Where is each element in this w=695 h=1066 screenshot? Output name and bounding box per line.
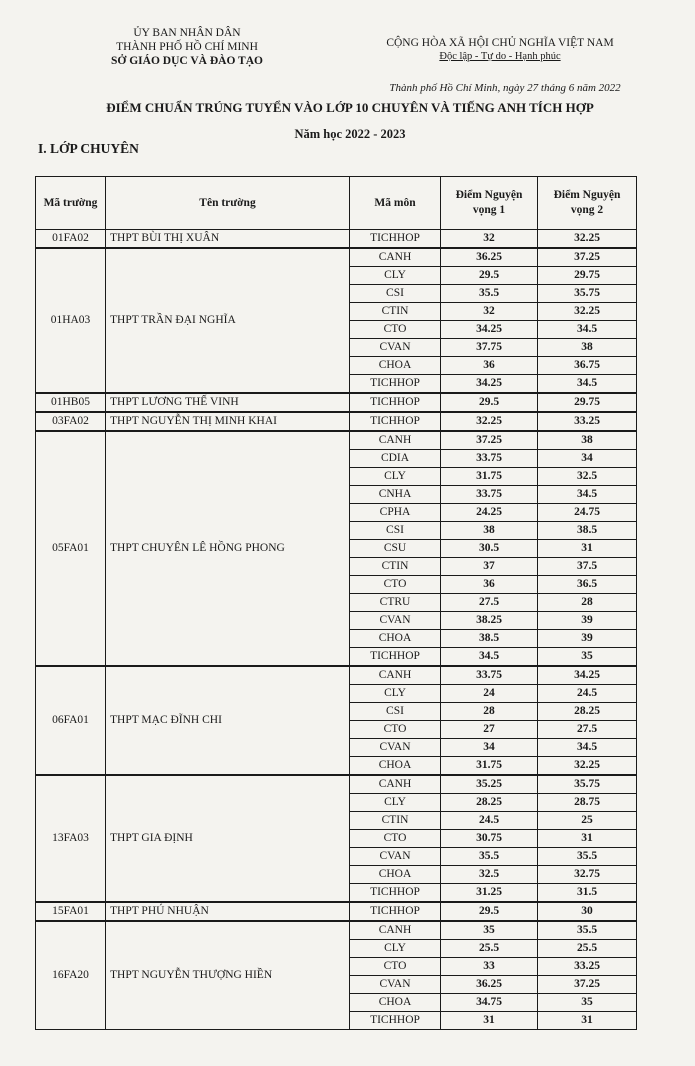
score-nv1-cell: 37 [441,558,538,576]
score-nv2-cell: 37.5 [538,558,637,576]
school-name-cell: THPT BÙI THỊ XUÂN [106,230,350,249]
table-row [36,412,637,431]
school-code-cell: 03FA02 [36,412,106,431]
score-nv2-cell: 35 [538,994,637,1012]
score-nv1-cell: 27 [441,721,538,739]
score-nv1-cell: 34.5 [441,648,538,667]
score-nv1-cell: 32.5 [441,866,538,884]
school-name-cell: THPT MẠC ĐĨNH CHI [106,666,350,775]
score-nv2-cell: 31 [538,540,637,558]
score-nv1-cell: 29.5 [441,902,538,921]
score-nv2-cell: 34.5 [538,321,637,339]
subject-code-cell: TICHHOP [350,884,441,903]
table-row [36,902,637,921]
score-nv2-cell: 33.25 [538,958,637,976]
score-nv2-cell: 30 [538,902,637,921]
score-nv2-cell: 36.5 [538,576,637,594]
subject-code-cell: CPHA [350,504,441,522]
score-nv2-cell: 32.25 [538,757,637,776]
subject-code-cell: CLY [350,468,441,486]
score-nv1-cell: 34 [441,739,538,757]
score-nv2-cell: 28.25 [538,703,637,721]
score-nv2-cell: 32.5 [538,468,637,486]
score-nv1-cell: 33.75 [441,450,538,468]
score-nv1-cell: 31 [441,1012,538,1030]
score-nv1-cell: 32 [441,230,538,249]
header-school-name: Tên trường [106,177,350,230]
subject-code-cell: CLY [350,267,441,285]
score-nv1-cell: 36 [441,576,538,594]
subject-code-cell: CANH [350,666,441,685]
score-nv1-cell: 24.5 [441,812,538,830]
score-nv1-cell: 33 [441,958,538,976]
subject-code-cell: TICHHOP [350,902,441,921]
score-nv2-cell: 31 [538,1012,637,1030]
score-nv2-cell: 34 [538,450,637,468]
score-nv1-cell: 36.25 [441,248,538,267]
score-nv2-cell: 25 [538,812,637,830]
score-nv2-cell: 37.25 [538,976,637,994]
school-name-cell: THPT NGUYỄN THỊ MINH KHAI [106,412,350,431]
score-nv2-cell: 35 [538,648,637,667]
subject-code-cell: CVAN [350,848,441,866]
section-heading: I. LỚP CHUYÊN [38,141,139,156]
score-nv2-cell: 31.5 [538,884,637,903]
score-nv1-cell: 34.75 [441,994,538,1012]
school-code-cell: 16FA20 [36,921,106,1030]
score-nv1-cell: 31.75 [441,757,538,776]
score-nv2-cell: 35.75 [538,775,637,794]
score-nv2-cell: 38.5 [538,522,637,540]
score-nv1-cell: 24.25 [441,504,538,522]
score-nv1-cell: 36.25 [441,976,538,994]
score-nv1-cell: 27.5 [441,594,538,612]
score-nv1-cell: 37.75 [441,339,538,357]
school-year: Năm học 2022 - 2023 [294,127,406,141]
table-row [36,431,637,450]
score-nv1-cell: 35 [441,921,538,940]
subject-code-cell: CTIN [350,812,441,830]
national-motto: Độc lập - Tự do - Hạnh phúc [439,51,561,62]
score-nv1-cell: 37.25 [441,431,538,450]
subject-code-cell: CANH [350,431,441,450]
table-row [36,775,637,794]
school-code-cell: 01HB05 [36,393,106,412]
score-nv1-cell: 28.25 [441,794,538,812]
school-code-cell: 06FA01 [36,666,106,775]
subject-code-cell: CANH [350,775,441,794]
score-nv2-cell: 28 [538,594,637,612]
score-nv2-cell: 39 [538,612,637,630]
subject-code-cell: CLY [350,940,441,958]
score-nv2-cell: 34.5 [538,486,637,504]
subject-code-cell: CHOA [350,866,441,884]
subject-code-cell: CHOA [350,357,441,375]
score-nv1-cell: 32 [441,303,538,321]
score-nv1-cell: 30.5 [441,540,538,558]
score-nv1-cell: 32.25 [441,412,538,431]
subject-code-cell: CSI [350,285,441,303]
authority-line-3: SỞ GIÁO DỤC VÀ ĐÀO TẠO [111,55,263,67]
school-name-cell: THPT TRẦN ĐẠI NGHĨA [106,248,350,393]
subject-code-cell: TICHHOP [350,648,441,667]
header-subject-code: Mã môn [350,177,441,230]
score-nv2-cell: 39 [538,630,637,648]
table-row [36,230,637,249]
document-title: ĐIỂM CHUẨN TRÚNG TUYỂN VÀO LỚP 10 CHUYÊN VÀ TIẾNG ANH TÍCH HỢP [106,100,594,115]
subject-code-cell: TICHHOP [350,375,441,394]
header-score-nv1: Điểm Nguyện vọng 1 [441,177,538,230]
score-nv2-cell: 25.5 [538,940,637,958]
dateline: Thành phố Hồ Chí Minh, ngày 27 tháng 6 năm 2022 [389,82,621,94]
score-nv1-cell: 35.25 [441,775,538,794]
score-nv1-cell: 29.5 [441,393,538,412]
score-nv2-cell: 35.5 [538,848,637,866]
score-nv2-cell: 32.75 [538,866,637,884]
subject-code-cell: TICHHOP [350,230,441,249]
score-nv2-cell: 32.25 [538,303,637,321]
national-header [355,36,645,64]
issuing-authority [82,26,292,68]
score-nv2-cell: 31 [538,830,637,848]
score-nv2-cell: 34.25 [538,666,637,685]
school-code-cell: 15FA01 [36,902,106,921]
score-nv2-cell: 24.75 [538,504,637,522]
score-nv2-cell: 35.75 [538,285,637,303]
subject-code-cell: CNHA [350,486,441,504]
subject-code-cell: CTO [350,576,441,594]
score-nv1-cell: 29.5 [441,267,538,285]
subject-code-cell: TICHHOP [350,393,441,412]
table-row [36,248,637,267]
score-nv1-cell: 38.5 [441,630,538,648]
score-nv2-cell: 24.5 [538,685,637,703]
school-code-cell: 01FA02 [36,230,106,249]
subject-code-cell: CHOA [350,757,441,776]
school-code-cell: 05FA01 [36,431,106,666]
subject-code-cell: CTO [350,721,441,739]
subject-code-cell: CANH [350,248,441,267]
score-nv2-cell: 28.75 [538,794,637,812]
authority-line-1: ỦY BAN NHÂN DÂN [133,27,241,39]
school-name-cell: THPT PHÚ NHUẬN [106,902,350,921]
subject-code-cell: CTRU [350,594,441,612]
table-header-row [36,177,637,230]
subject-code-cell: CTO [350,830,441,848]
score-nv2-cell: 34.5 [538,375,637,394]
header-school-code: Mã trường [36,177,106,230]
score-nv1-cell: 28 [441,703,538,721]
subject-code-cell: CDIA [350,450,441,468]
table-body [36,230,637,1030]
subject-code-cell: CVAN [350,339,441,357]
subject-code-cell: TICHHOP [350,1012,441,1030]
score-nv1-cell: 30.75 [441,830,538,848]
subject-code-cell: CTO [350,321,441,339]
score-nv1-cell: 36 [441,357,538,375]
subject-code-cell: CTO [350,958,441,976]
score-nv2-cell: 29.75 [538,267,637,285]
subject-code-cell: CANH [350,921,441,940]
score-nv2-cell: 38 [538,339,637,357]
score-nv1-cell: 35.5 [441,285,538,303]
score-nv1-cell: 35.5 [441,848,538,866]
subject-code-cell: CTIN [350,303,441,321]
school-name-cell: THPT GIA ĐỊNH [106,775,350,902]
subject-code-cell: CLY [350,794,441,812]
score-nv1-cell: 34.25 [441,375,538,394]
score-nv1-cell: 31.25 [441,884,538,903]
table-row [36,666,637,685]
admission-scores-table [35,176,637,1030]
subject-code-cell: CSI [350,703,441,721]
subject-code-cell: CHOA [350,994,441,1012]
score-nv1-cell: 25.5 [441,940,538,958]
school-code-cell: 13FA03 [36,775,106,902]
score-nv2-cell: 35.5 [538,921,637,940]
score-nv1-cell: 33.75 [441,486,538,504]
school-code-cell: 01HA03 [36,248,106,393]
score-nv1-cell: 38 [441,522,538,540]
authority-line-2: THÀNH PHỐ HỒ CHÍ MINH [116,41,258,53]
school-name-cell: THPT LƯƠNG THẾ VINH [106,393,350,412]
score-nv1-cell: 33.75 [441,666,538,685]
subject-code-cell: CHOA [350,630,441,648]
national-title: CỘNG HÒA XÃ HỘI CHỦ NGHĨA VIỆT NAM [386,37,614,49]
subject-code-cell: CSU [350,540,441,558]
score-nv2-cell: 32.25 [538,230,637,249]
score-nv1-cell: 38.25 [441,612,538,630]
subject-code-cell: CLY [350,685,441,703]
school-name-cell: THPT NGUYỄN THƯỢNG HIỀN [106,921,350,1030]
subject-code-cell: CVAN [350,739,441,757]
subject-code-cell: CVAN [350,976,441,994]
subject-code-cell: CSI [350,522,441,540]
subject-code-cell: CTIN [350,558,441,576]
score-nv1-cell: 24 [441,685,538,703]
score-nv2-cell: 33.25 [538,412,637,431]
table-row [36,393,637,412]
score-nv2-cell: 38 [538,431,637,450]
score-nv2-cell: 36.75 [538,357,637,375]
score-nv2-cell: 27.5 [538,721,637,739]
score-nv2-cell: 29.75 [538,393,637,412]
header-score-nv2: Điểm Nguyện vọng 2 [538,177,637,230]
score-nv1-cell: 34.25 [441,321,538,339]
subject-code-cell: CVAN [350,612,441,630]
score-nv2-cell: 37.25 [538,248,637,267]
subject-code-cell: TICHHOP [350,412,441,431]
score-nv1-cell: 31.75 [441,468,538,486]
school-name-cell: THPT CHUYÊN LÊ HỒNG PHONG [106,431,350,666]
score-nv2-cell: 34.5 [538,739,637,757]
table-row [36,921,637,940]
